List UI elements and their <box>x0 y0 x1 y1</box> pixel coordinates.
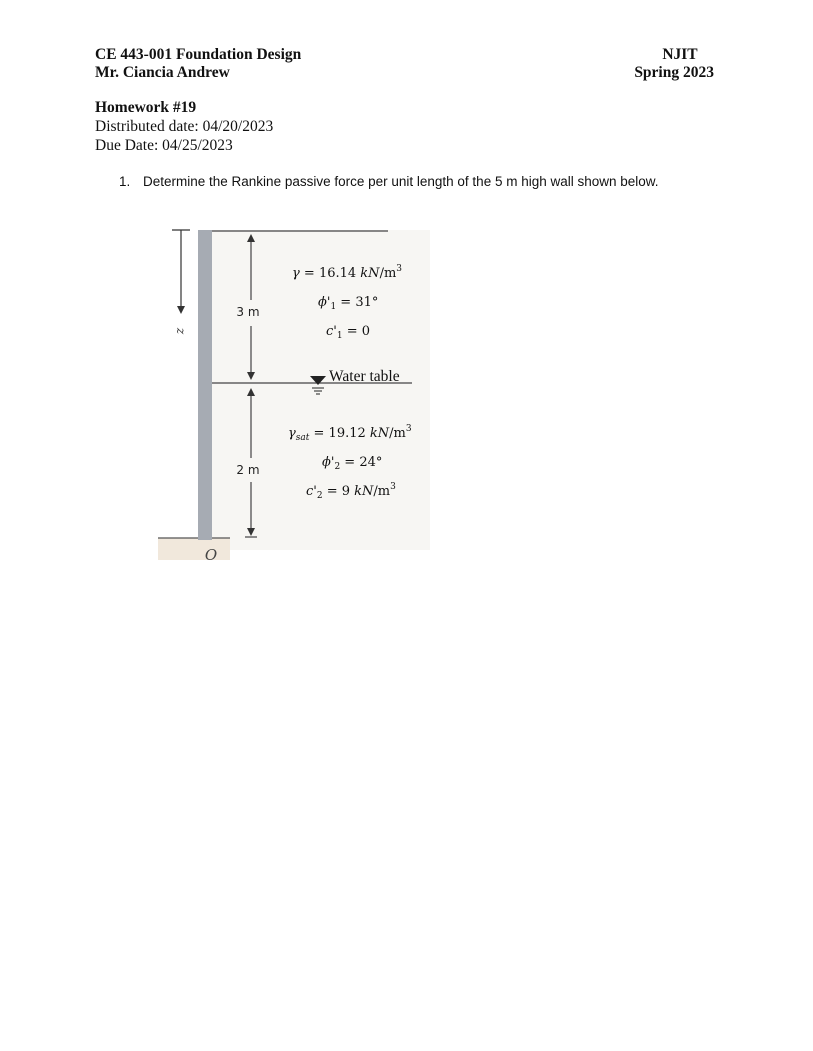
instructor-name: Mr. Ciancia Andrew <box>95 64 230 81</box>
ground-base <box>158 538 230 560</box>
distributed-date: Distributed date: 04/20/2023 <box>95 118 274 135</box>
z-arrow-head <box>177 306 185 314</box>
origin-label: O <box>204 546 218 564</box>
dim-2m-label: 2 m <box>236 463 260 477</box>
layer1-cohesion: $c'_1 = 0$ <box>326 324 371 341</box>
school-name: NJIT <box>662 46 698 63</box>
water-table-label: Water table <box>329 368 400 385</box>
layer2-unit-weight: $\gamma_{sat} = 19.12$ $kN/m^3$ <box>288 424 412 443</box>
dim-3m-label: 3 m <box>236 305 260 319</box>
question-text: Determine the Rankine passive force per unit length of the 5 m high wall shown below. <box>143 174 659 189</box>
wall <box>198 230 212 540</box>
z-label: z <box>174 327 188 335</box>
layer1-friction-angle: $\phi'_1 = 31^\circ$ <box>318 295 379 312</box>
layer2-friction-angle: $\phi'_2 = 24^\circ$ <box>322 455 383 472</box>
retaining-wall-figure <box>150 220 440 570</box>
term: Spring 2023 <box>634 64 714 81</box>
homework-title: Homework #19 <box>95 99 197 116</box>
due-date: Due Date: 04/25/2023 <box>95 137 233 154</box>
layer1-unit-weight: γ = 16.14 $kN/m^3$ <box>292 264 403 281</box>
course-title: CE 443-001 Foundation Design <box>95 46 302 63</box>
question-number: 1. <box>119 174 131 189</box>
layer2-cohesion: $c'_2 = 9$ $kN/m^3$ <box>306 482 396 501</box>
